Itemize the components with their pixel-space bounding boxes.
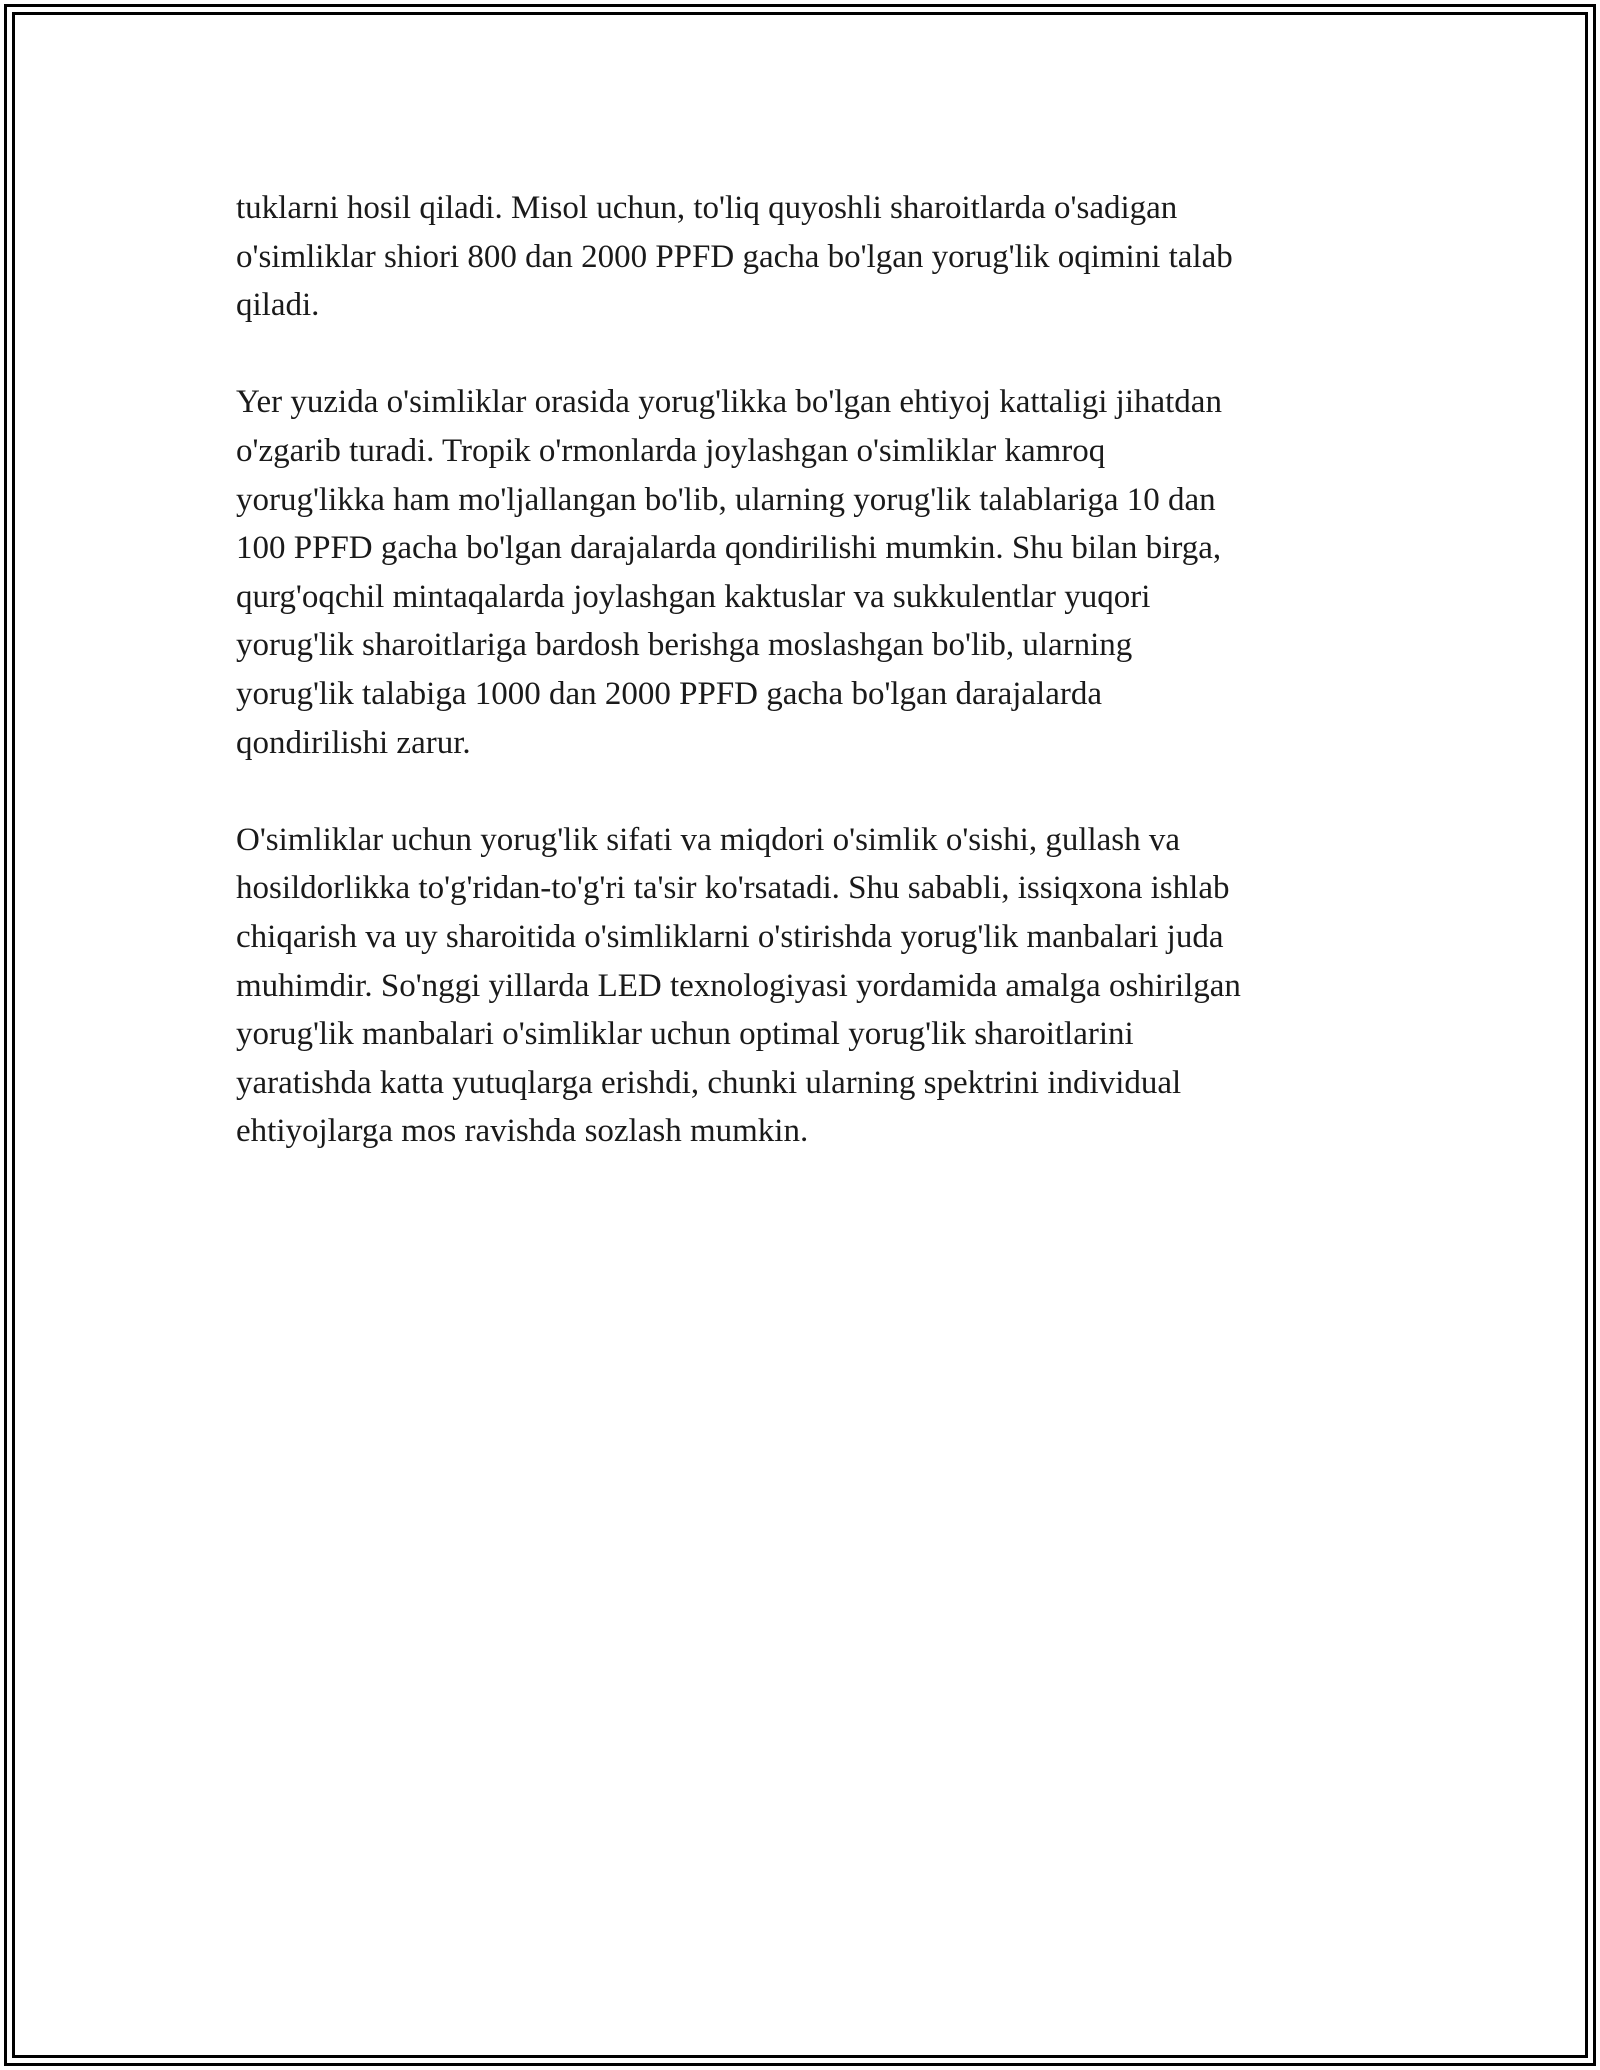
text-line: qondirilishi zarur.: [236, 724, 471, 761]
text-line: o'simliklar shiori 800 dan 2000 PPFD gacha bo'lgan yorug'lik oqimini talab: [236, 238, 1233, 275]
text-line: yaratishda katta yutuqlarga erishdi, chunki ularning spektrini individual: [236, 1064, 1182, 1101]
text-line: O'simliklar uchun yorug'lik sifati va miqdori o'simlik o'sishi, gullash va: [236, 821, 1181, 858]
text-line: yorug'lik talabiga 1000 dan 2000 PPFD gacha bo'lgan darajalarda: [236, 675, 1103, 712]
paragraph-2: [236, 378, 1376, 767]
paragraph-3: [236, 816, 1376, 1156]
text-line: tuklarni hosil qiladi. Misol uchun, to'liq quyoshli sharoitlarda o'sadigan: [236, 190, 1178, 226]
text-line: muhimdir. So'nggi yillarda LED texnologiyasi yordamida amalga oshirilgan: [236, 967, 1241, 1004]
text-line: hosildorlikka to'g'ridan-to'g'ri ta'sir ko'rsatadi. Shu sababli, issiqxona ishlab: [236, 870, 1230, 907]
text-line: qiladi.: [236, 287, 320, 324]
text-line: yorug'lik sharoitlariga bardosh berishga moslashgan bo'lib, ularning: [236, 627, 1133, 664]
document-body: [236, 184, 1376, 1204]
paragraph-1: [236, 184, 1376, 330]
text-line: chiqarish va uy sharoitida o'simliklarni o'stirishda yorug'lik manbalari juda: [236, 918, 1224, 955]
text-line: yorug'likka ham mo'ljallangan bo'lib, ularning yorug'lik talablariga 10 dan: [236, 481, 1216, 518]
text-line: o'zgarib turadi. Tropik o'rmonlarda joylashgan o'simliklar kamroq: [236, 432, 1106, 469]
text-line: yorug'lik manbalari o'simliklar uchun optimal yorug'lik sharoitlarini: [236, 1016, 1134, 1053]
text-line: ehtiyojlarga mos ravishda sozlash mumkin.: [236, 1113, 809, 1150]
text-line: Yer yuzida o'simliklar orasida yorug'likka bo'lgan ehtiyoj kattaligi jihatdan: [236, 384, 1222, 421]
text-line: qurg'oqchil mintaqalarda joylashgan kaktuslar va sukkulentlar yuqori: [236, 578, 1151, 615]
text-line: 100 PPFD gacha bo'lgan darajalarda qondirilishi mumkin. Shu bilan birga,: [236, 530, 1222, 567]
